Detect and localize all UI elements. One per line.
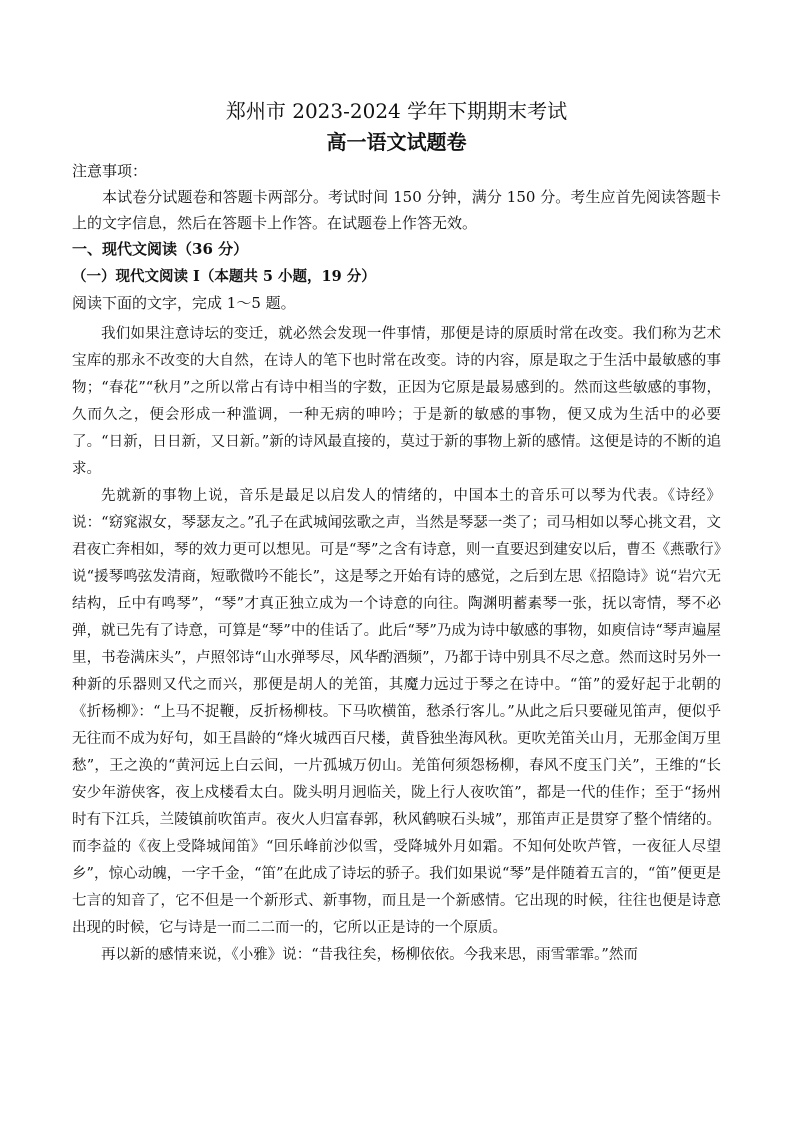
passage-paragraph-1: 我们如果注意诗坛的变迁，就必然会发现一件事情，那便是诗的原质时常在改变。我们称为艺术宝库的那永不改变的大自然，在诗人的笔下也时常在改变。诗的内容，原是取之于生活中最敏感的事物；“春花”“秋月”之所以常占有诗中相当的字数，正因为它原是最易感到的。然而这些敏感的事物，久而久之，便会形成一种滥调，一种无病的呻吟；于是新的敏感的事物，便又成为生活中的必要了。“日新，日日新，又日新。”新的诗风最直接的，莫过于新的事物上新的感情。这便是诗的不断的追求。 bbox=[72, 326, 721, 477]
subsection-heading: （一）现代文阅读 I（本题共 5 小题，19 分） bbox=[72, 268, 376, 285]
passage-paragraph-3: 再以新的感情来说，《小雅》说：“昔我往矣，杨柳依依。今我来思，雨雪霏霏。”然而 bbox=[101, 947, 638, 963]
notice-heading: 注意事项： bbox=[72, 162, 148, 180]
reading-passage bbox=[72, 321, 721, 969]
reading-instruction: 阅读下面的文字，完成 1～5 题。 bbox=[72, 294, 296, 312]
passage-paragraph-2: 先就新的事物上说，音乐是最足以启发人的情绪的，中国本土的音乐可以琴为代表。《诗经》说：“窈窕淑女，琴瑟友之。”孔子在武城闻弦歌之声，当然是琴瑟一类了；司马相如以琴心挑文君，文君夜亡奔相如，琴的效力更可以想见。可是“琴”之含有诗意，则一直要迟到建安以后，曹丕《燕歌行》说“援琴鸣弦发清商，短歌微吟不能长”，这是琴之开始有诗的感觉，之后到左思《招隐诗》说“岩穴无结构，丘中有鸣琴”，“琴”才真正独立成为一个诗意的向往。陶渊明蓄素琴一张，抚以寄情，琴不必弹，就已先有了诗意，可算是“琴”中的佳话了。此后“琴”乃成为诗中敏感的事物，如庾信诗“琴声遍屋里，书卷满床头”，卢照邻诗“山水弹琴尽，风华酌酒频”，乃都于诗中别具不尽之意。然而这时另外一种新的乐器则又代之而兴，那便是胡人的羌笛，其魔力远过于琴之在诗中。“笛”的爱好起于北朝的《折杨柳》：“上马不捉鞭，反折杨柳枝。下马吹横笛，愁杀行客儿。”从此之后只要碰见笛声，便似乎无往而不成为好句，如王昌龄的“烽火城西百尺楼，黄昏独坐海风秋。更吹羌笛关山月，无那金闺万里愁”，王之涣的“黄河远上白云间，一片孤城万仞山。羌笛何须怨杨柳，春风不度玉门关”，王维的“长安少年游侠客，夜上戍楼看太白。陇头明月迥临关，陇上行人夜吹笛”，都是一代的佳作；至于“扬州时有下江兵，兰陵镇前吹笛声。夜火人归富春郭，秋风鹤唳石头城”，那笛声正是贯穿了整个情绪的。而李益的《夜上受降城闻笛》“回乐峰前沙似雪，受降城外月如霜。不知何处吹芦管，一夜征人尽望乡”，惊心动魄，一字千金，“笛”在此成了诗坛的骄子。我们如果说“琴”是伴随着五言的，“笛”便更是七言的知音了，它不但是一个新形式、新事物，而且是一个新感情。它出现的时候，往往也便是诗意出现的时候，它与诗是一而二二而一的，它所以正是诗的一个原质。 bbox=[72, 488, 721, 936]
notice-body: 本试卷分试题卷和答题卡两部分。考试时间 150 分钟，满分 150 分。考生应首先阅读答题卡上的文字信息，然后在答题卡上作答。在试题卷上作答无效。 bbox=[72, 188, 721, 232]
exam-subtitle: 高一语文试题卷 bbox=[326, 130, 467, 154]
exam-title: 郑州市 2023-2024 学年下期期末考试 bbox=[225, 99, 568, 123]
section-heading: 一、现代文阅读（36 分） bbox=[72, 240, 249, 258]
